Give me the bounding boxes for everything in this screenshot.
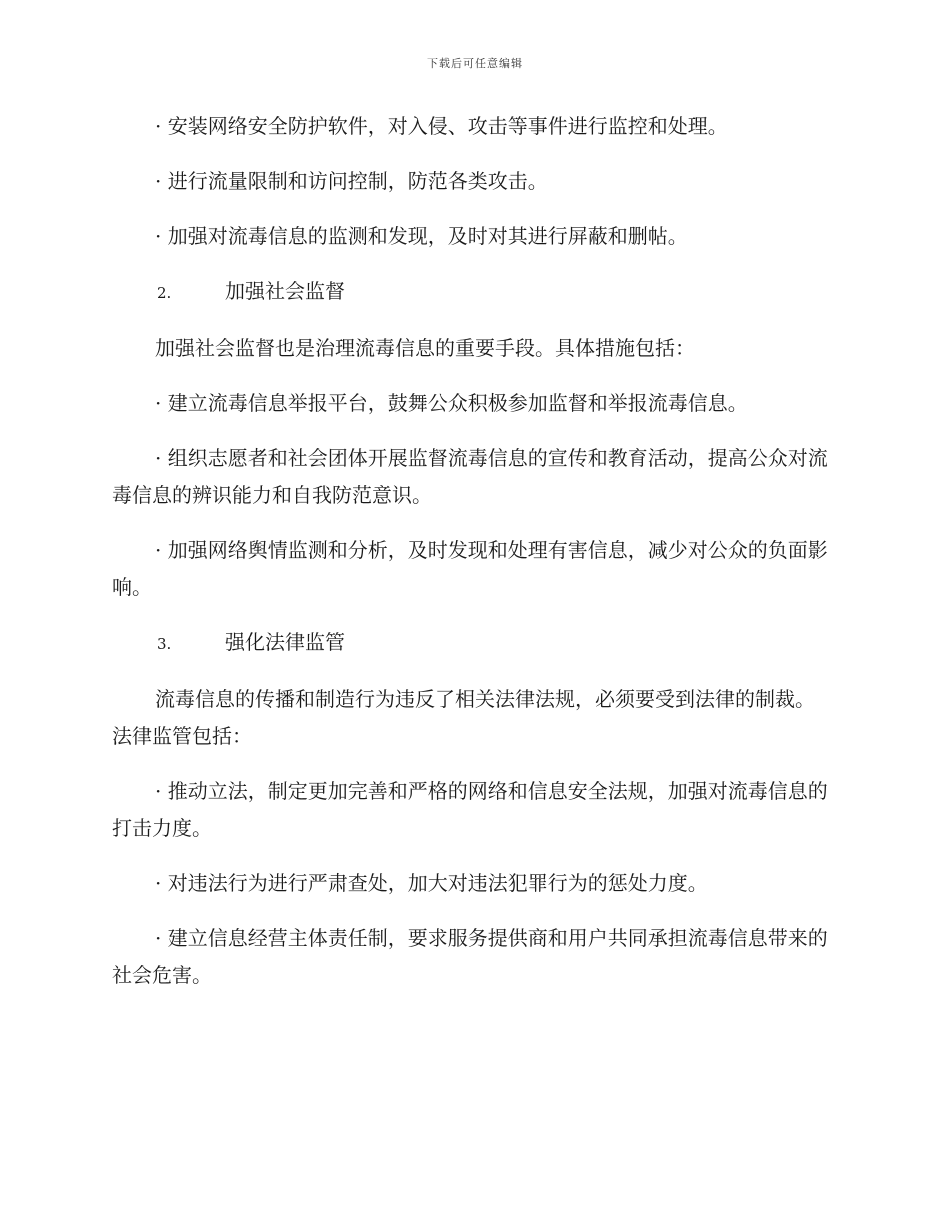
- bullet-paragraph: · 进行流量限制和访问控制，防范各类攻击。: [155, 169, 548, 193]
- bullet-paragraph: · 组织志愿者和社会团体开展监督流毒信息的宣传和教育活动，提高公众对流毒信息的辨识能力和自我防范意识。: [112, 446, 828, 507]
- bullet-paragraph: · 推动立法，制定更加完善和严格的网络和信息安全法规，加强对流毒信息的打击力度。: [112, 779, 828, 840]
- bullet-paragraph: · 加强网络舆情监测和分析，及时发现和处理有害信息，减少对公众的负面影响。: [112, 538, 828, 599]
- section-number: 2.: [157, 284, 172, 302]
- bullet-paragraph: · 对违法行为进行严肃查处，加大对违法犯罪行为的惩处力度。: [155, 871, 708, 895]
- section-title: 强化法律监管: [225, 630, 345, 654]
- section-heading: [112, 273, 834, 312]
- bullet-paragraph: · 安装网络安全防护软件，对入侵、攻击等事件进行监控和处理。: [155, 114, 728, 138]
- document-body: [112, 108, 834, 1012]
- paragraph: 加强社会监督也是治理流毒信息的重要手段。具体措施包括：: [155, 336, 695, 360]
- bullet-paragraph: · 建立信息经营主体责任制，要求服务提供商和用户共同承担流毒信息带来的社会危害。: [112, 926, 828, 987]
- bullet-paragraph: · 加强对流毒信息的监测和发现，及时对其进行屏蔽和删帖。: [155, 224, 688, 248]
- section-number: 3.: [157, 635, 172, 653]
- section-title: 加强社会监督: [225, 279, 345, 303]
- bullet-paragraph: · 建立流毒信息举报平台，鼓舞公众积极参加监督和举报流毒信息。: [155, 391, 748, 415]
- section-heading: [112, 624, 834, 663]
- page-header: 下载后可任意编辑: [427, 57, 523, 70]
- paragraph: 流毒信息的传播和制造行为违反了相关法律法规，必须要受到法律的制裁。法律监管包括：: [112, 687, 815, 748]
